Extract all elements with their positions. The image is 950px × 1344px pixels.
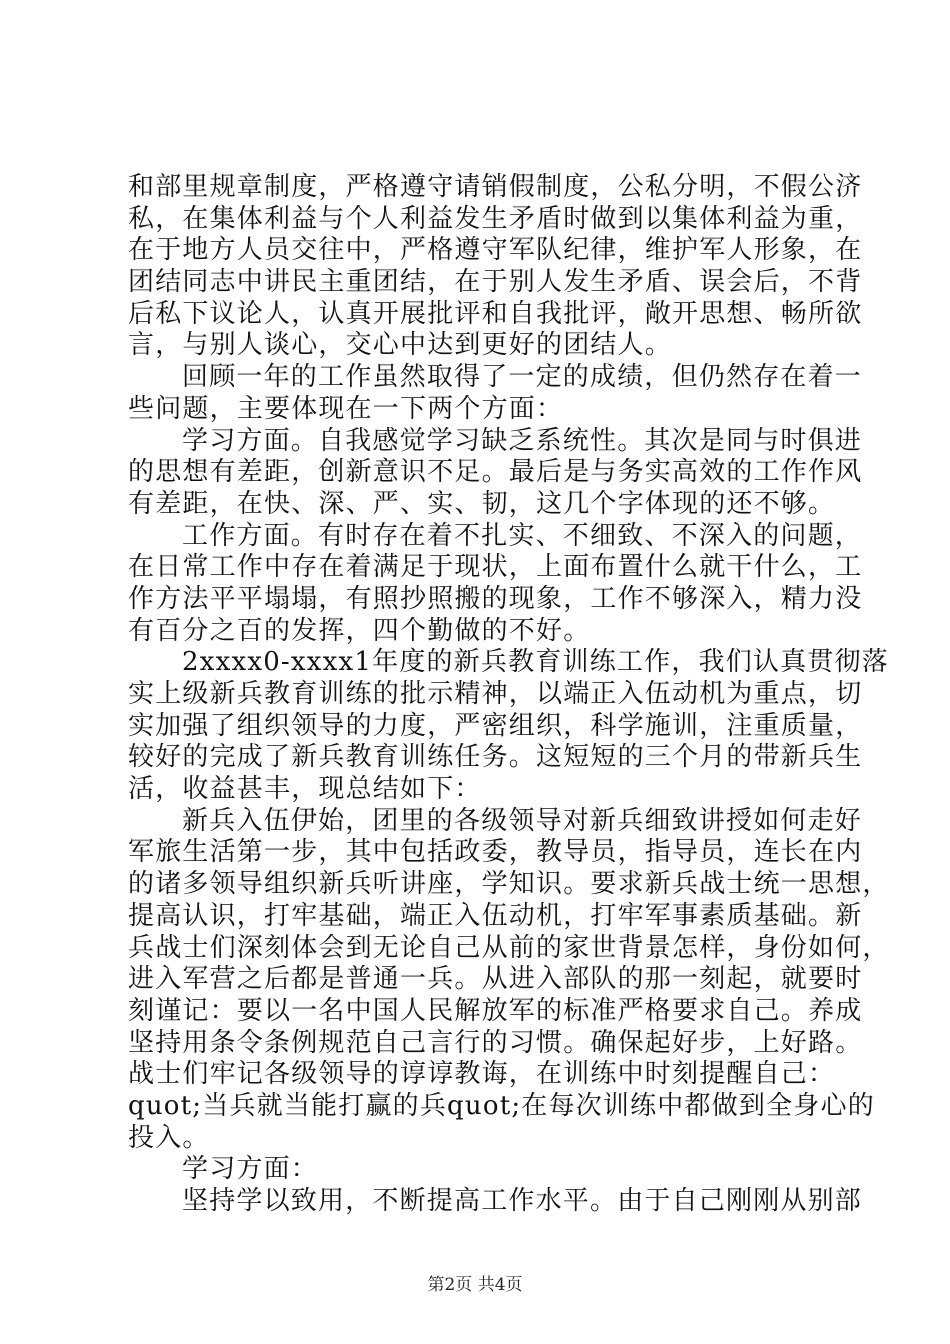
document-body: [128, 172, 890, 1218]
text-line: 私，在集体利益与个人利益发生矛盾时做到以集体利益为重，: [128, 203, 863, 234]
text-line: 团结同志中讲民主重团结，在于别人发生矛盾、误会后，不背: [128, 267, 863, 298]
text-line: 活，收益甚丰，现总结如下：: [128, 774, 482, 805]
text-line: 坚持学以致用，不断提高工作水平。由于自己刚刚从别部: [182, 1186, 863, 1216]
text-line: 兵战士们深刻体会到无论自己从前的家世背景怎样，身份如何，: [128, 932, 890, 963]
text-line: 进入军营之后都是普通一兵。从进入部队的那一刻起，就要时: [128, 964, 863, 995]
text-line: 的诸多领导组织新兵听讲座，学知识。要求新兵战士统一思想，: [128, 869, 890, 900]
text-line: 和部里规章制度，严格遵守请销假制度，公私分明，不假公济: [128, 172, 863, 202]
text-line: 作方法平平塌塌，有照抄照搬的现象，工作不够深入，精力没: [128, 583, 863, 614]
text-line: 的思想有差距，创新意识不足。最后是与务实高效的工作作风: [128, 457, 863, 488]
text-line: 提高认识，打牢基础，端正入伍动机，打牢军事素质基础。新: [128, 900, 863, 931]
text-line: 在于地方人员交往中，严格遵守军队纪律，维护军人形象，在: [128, 235, 863, 266]
text-line: 后私下议论人，认真开展批评和自我批评，敞开思想、畅所欲: [128, 298, 863, 329]
text-line: 有差距，在快、深、严、实、韧，这几个字体现的还不够。: [128, 488, 836, 519]
text-line: 战士们牢记各级领导的谆谆教诲，在训练中时刻提醒自己：: [128, 1059, 836, 1090]
text-line: 实加强了组织领导的力度，严密组织，科学施训，注重质量，: [128, 710, 863, 741]
text-line: 言，与别人谈心，交心中达到更好的团结人。: [128, 330, 673, 361]
text-line: 回顾一年的工作虽然取得了一定的成绩，但仍然存在着一: [182, 362, 863, 393]
text-line: 有百分之百的发挥，四个勤做的不好。: [128, 615, 591, 646]
text-line: 新兵入伍伊始，团里的各级领导对新兵细致讲授如何走好: [182, 805, 863, 836]
page-footer: 第2页 共4页: [427, 1275, 523, 1295]
text-line: 投入。: [128, 1122, 210, 1153]
text-line: 学习方面。自我感觉学习缺乏系统性。其次是同与时俱进: [182, 425, 863, 456]
text-line: 刻谨记：要以一名中国人民解放军的标准严格要求自己。养成: [128, 995, 863, 1026]
text-line: 学习方面：: [182, 1154, 319, 1185]
text-line: 工作方面。有时存在着不扎实、不细致、不深入的问题，: [182, 520, 863, 551]
text-line: 实上级新兵教育训练的批示精神，以端正入伍动机为重点，切: [128, 679, 863, 709]
text-line: 军旅生活第一步，其中包括政委，教导员，指导员，连长在内: [128, 837, 863, 868]
text-line: quot;当兵就当能打赢的兵quot;在每次训练中都做到全身心的: [128, 1090, 875, 1121]
text-line: 在日常工作中存在着满足于现状，上面布置什么就干什么，工: [128, 552, 863, 583]
text-line: 较好的完成了新兵教育训练任务。这短短的三个月的带新兵生: [128, 742, 863, 773]
text-line: 2xxxx0-xxxx1年度的新兵教育训练工作，我们认真贯彻落: [182, 647, 889, 678]
text-line: 坚持用条令条例规范自己言行的习惯。确保起好步，上好路。: [128, 1027, 863, 1058]
text-line: 些问题，主要体现在一下两个方面：: [128, 393, 564, 424]
